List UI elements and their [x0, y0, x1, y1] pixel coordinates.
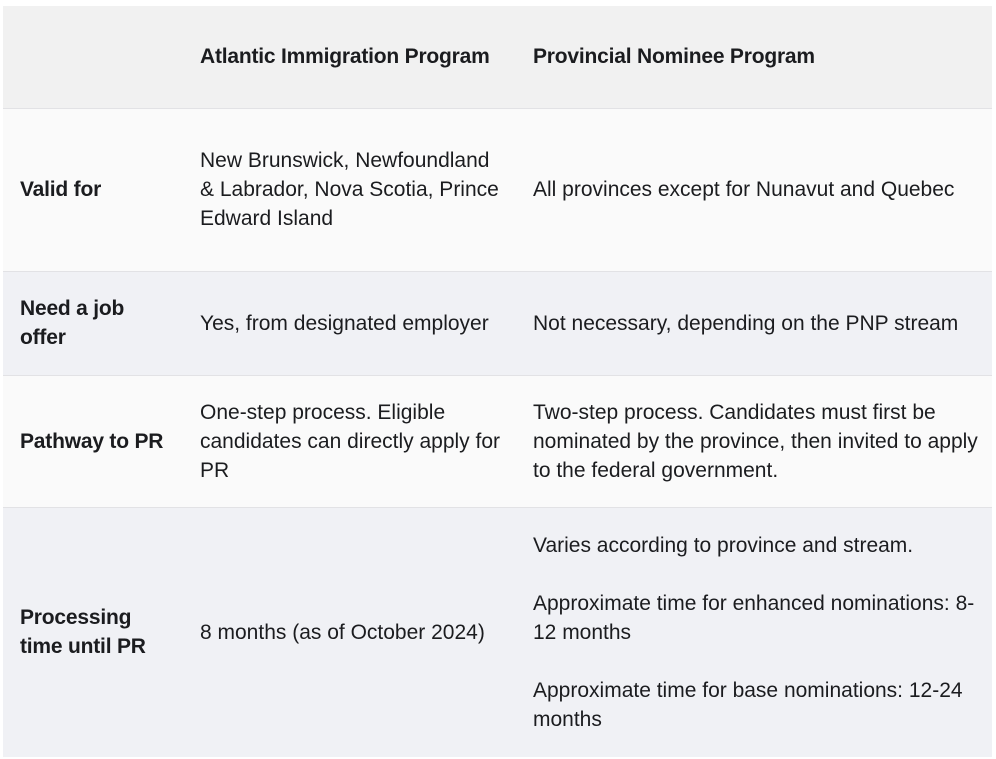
cell-pnp-valid-for: All provinces except for Nunavut and Quebec [533, 178, 955, 201]
comparison-table [3, 6, 992, 757]
cell-pnp-pathway: Two-step process. Candidates must first be nominated by the province, then invited to apply to the federal government. [533, 400, 978, 482]
table-row-job-offer [3, 271, 992, 375]
row-label-pathway: Pathway to PR [20, 429, 164, 453]
row-label-valid-for: Valid for [20, 178, 102, 201]
table-row-pathway [3, 375, 992, 507]
pnp-processing-paragraph: Varies according to province and stream. [533, 533, 914, 557]
header-atlantic-immigration-program: Atlantic Immigration Program [200, 45, 490, 69]
pnp-processing-paragraph: Approximate time for enhanced nominations: 8-12 months [533, 591, 975, 644]
header-corner-cell [3, 6, 183, 108]
table-row-valid-for [3, 108, 992, 271]
comparison-table-container [3, 6, 992, 757]
row-label-job-offer: Need a job offer [20, 297, 125, 349]
cell-aip-valid-for: New Brunswick, Newfoundland & Labrador, Nova Scotia, Prince Edward Island [200, 149, 499, 230]
cell-aip-pathway: One-step process. Eligible candidates can directly apply for PR [200, 400, 500, 482]
table-row-processing-time [3, 507, 992, 757]
cell-pnp-processing-time [516, 507, 992, 757]
row-label-processing-time: Processing time until PR [20, 606, 146, 659]
cell-aip-job-offer: Yes, from designated employer [200, 311, 489, 335]
cell-aip-processing-time: 8 months (as of October 2024) [200, 620, 485, 644]
table-header-row [3, 6, 992, 108]
pnp-processing-paragraph: Approximate time for base nominations: 12-24 months [533, 678, 963, 731]
cell-pnp-job-offer: Not necessary, depending on the PNP stream [533, 311, 959, 335]
header-provincial-nominee-program: Provincial Nominee Program [533, 45, 815, 69]
